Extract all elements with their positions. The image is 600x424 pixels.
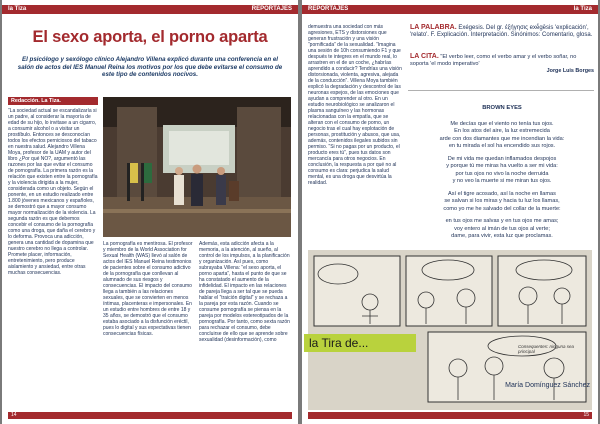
poem-title: BROWN EYES bbox=[482, 105, 522, 111]
poem bbox=[410, 105, 594, 246]
page-number: 14 bbox=[11, 412, 17, 418]
comic-author: María Domínguez Sánchez bbox=[505, 382, 590, 389]
conference-photo-illustration bbox=[103, 97, 291, 237]
word-label: LA PALABRA. bbox=[410, 24, 457, 31]
comic-title: la Tira de... bbox=[304, 334, 416, 352]
right-page-footer bbox=[308, 412, 592, 419]
article-text-2: La pornografía es mentirosa. El profesor y miembro de la World Association for Sexual Health (WAS) llevó al salón de actos del IES Manuel Reina testimonios de pacientes sobre el consumo adictivo de la pornografía que conllevan al alumnado de sus riesgos y consecuencias. El impacto del consumo llega a también a las relaciones sexuales, que se convierten en menos íntimas, placenteras e impersonales. En un estudio entre hombres de entre 18 y 35 años, se demostró que el consumo estaba asociado a la disfunción eréctil, pues lo digital y sus expectativas tienen consecuencias físicas. bbox=[103, 241, 193, 337]
left-page-footer bbox=[8, 412, 292, 419]
poem-line: y no veo la muerte si me miran tus ojos. bbox=[452, 178, 552, 184]
article-column-3 bbox=[199, 241, 291, 414]
article-column-2 bbox=[103, 241, 195, 414]
poem-line: en tu mirada el sol ha encendido sus rojos. bbox=[448, 143, 556, 149]
left-page-header bbox=[2, 5, 298, 14]
poem-line: arde con dos diamantes que me incendian la vida: bbox=[439, 135, 565, 142]
poem-line: En los atos del aire, la luz estremecida bbox=[454, 128, 550, 134]
article-text-3: Además, esta adicción afecta a la memoria, a la atención, al sueño, al control de los impulsos, a la planificación y organización. Así pues, como subrayaba Villena: “el sexo aporta, el porno aparta”, hasta el punto de que se ha constatado el aumento de la infidelidad. El impacto en las relaciones de pareja llega a ser tal que se pueda hablar el “traición digital” y se rechaza a la pareja por esta razón. Cuando se consume pornografía se piensa en la pareja por modelos estereotipados de la pornografía. Por tanto, como sexta razón para rechazar el consumo, debe concluirse de ello que se aprende sobre sexualidad (desinformación), como bbox=[199, 241, 290, 343]
page-number: 15 bbox=[583, 412, 589, 418]
poem-line: Así el tigre acosado, así la noche en llamas bbox=[448, 190, 556, 197]
poem-stanza bbox=[410, 156, 594, 186]
byline: Redacción. La Tiza. bbox=[8, 97, 98, 105]
poem-line: dame, para vivir, esta luz que proclamas. bbox=[451, 233, 553, 239]
poem-stanza bbox=[410, 191, 594, 214]
right-page bbox=[302, 0, 598, 424]
poem-stanza bbox=[410, 218, 594, 241]
left-page bbox=[2, 0, 298, 424]
quote-box bbox=[410, 54, 594, 74]
poem-stanzas bbox=[410, 121, 594, 241]
poem-line: voy entero al imán de tus ojos al verte; bbox=[454, 225, 550, 232]
article-subtitle: El psicólogo y sexólogo clínico Alejandro Villena explicó durante una conferencia en el salón de actos del IES Manuel Reina los motivos por los que debe evitarse el consumo de este tipo de contenidos nocivos. bbox=[17, 56, 283, 79]
comic-speech-bubble: Consequentes: ninguna sea principal bbox=[518, 344, 575, 354]
section-label: REPORTAJES bbox=[251, 6, 292, 12]
word-box bbox=[410, 24, 594, 39]
article-text-continuation: demuestra una sociedad con más agresiones, ETS y distorsiones que generan frustración y una visión “pornificada” de la sexualidad. “Imagina una sesión de 10h consumiendo F1 y que después te integres en el mundo real, lo arrastren en el de un coche, ¿habrías aprendido a conducir? Tendrías una visión distorsionada, violenta, agresiva, alejada de la conducción”. Villena Moya también explicó la degradación y descontrol de las neuronas espejos, de las emociones que ayudan a comprender al otro. En un estudio neurobiológico se analizaron el plasma sanguíneo y las hormonas relacionadas con la empatía, que se alteran con el consumo de porno, un negocio tras el cual hay explotación de personas, prostitución y abusos, que usa, además, contenidos ilegales subidos sin permiso. “Si no pagas por un producto, el producto eres tú”, pues tus datos son mercancía para otros negocios. En conclusión, la respuesta a por qué no al consumo es clara: perjudica la salud mental, es una droga que desvirtúa la realidad. bbox=[308, 24, 402, 186]
section-label: REPORTAJES bbox=[308, 6, 349, 12]
quote-label: LA CITA. bbox=[410, 53, 439, 60]
quote-author: Jorge Luis Borges bbox=[546, 67, 594, 74]
poem-line: De mi vida me quedan inflamados despojos bbox=[447, 155, 557, 162]
quote-text: "El verbo leer, como el verbo amar y el verbo soñar, no soporta 'el modo imperativo' bbox=[410, 54, 577, 67]
section-name: la Tiza bbox=[8, 6, 27, 12]
poem-line: como yo me he salvado del collar de la muerte: bbox=[443, 205, 561, 212]
article-title: El sexo aporta, el porno aparta bbox=[32, 28, 268, 46]
word-definition: Exégesis. Del gr. ἐξήγησις exḗgēsis 'explicación', 'relato'. F. Explicación. Interpretación. Sinónimos: Comentario, glosa. bbox=[410, 25, 593, 38]
poem-stanza bbox=[410, 121, 594, 151]
divider bbox=[408, 90, 594, 91]
poem-line: se salvan si los miras y hacia tu luz los llamas, bbox=[444, 198, 560, 204]
poem-line: en tus ojos me salvas y en tus ojos me amas; bbox=[445, 218, 559, 224]
article-column-1 bbox=[8, 108, 98, 414]
poem-line: Me decías que el viento no tenía tus ojos. bbox=[450, 120, 554, 127]
right-page-header bbox=[302, 5, 598, 14]
section-name: la Tiza bbox=[573, 6, 592, 12]
article-text-1: “La sociedad actual se escandalizaría si un padre, al considerar la mayoría de edad de su hijo, lo invitase a un cigarro, a consumir alcohol o a visitar un prostíbulo. Entonces se desconocían todos los efectos perniciosos del tabaco en nuestra salud. Alejandro Villena Moya, profesor de la UAM y autor del libro ¿Por qué NO?, argumentó las razones por las que evitar el consumo de pornografía. La primera razón es la relación que existen entre la pornografía y la violencia dirigida a la mujer, considerada como un objeto. Según el ponente, en un estudio realizado entre 1.800 jóvenes mexicanos y españoles, se demostró que a mayor consumo mayor normalización de la violencia. La segunda razón es que debemos concebir el consumo de la pornografía como una droga, que daña el cerebro y lo deforma. Provoca una adicción, genera una cantidad de dopamina que nuestro cerebro no llega a controlar. Promete placer, información, entretenimiento, pero produce aislamiento y ansiedad, entre otras muchas consecuencias. bbox=[8, 108, 98, 276]
conference-photo bbox=[103, 97, 291, 237]
article-continuation-column bbox=[308, 24, 404, 256]
poem-line: y porque tú me miras ha vuelto a ser mi vida: bbox=[446, 163, 558, 169]
poem-line: por tus ojos no vivo la noche derruida bbox=[455, 170, 549, 177]
